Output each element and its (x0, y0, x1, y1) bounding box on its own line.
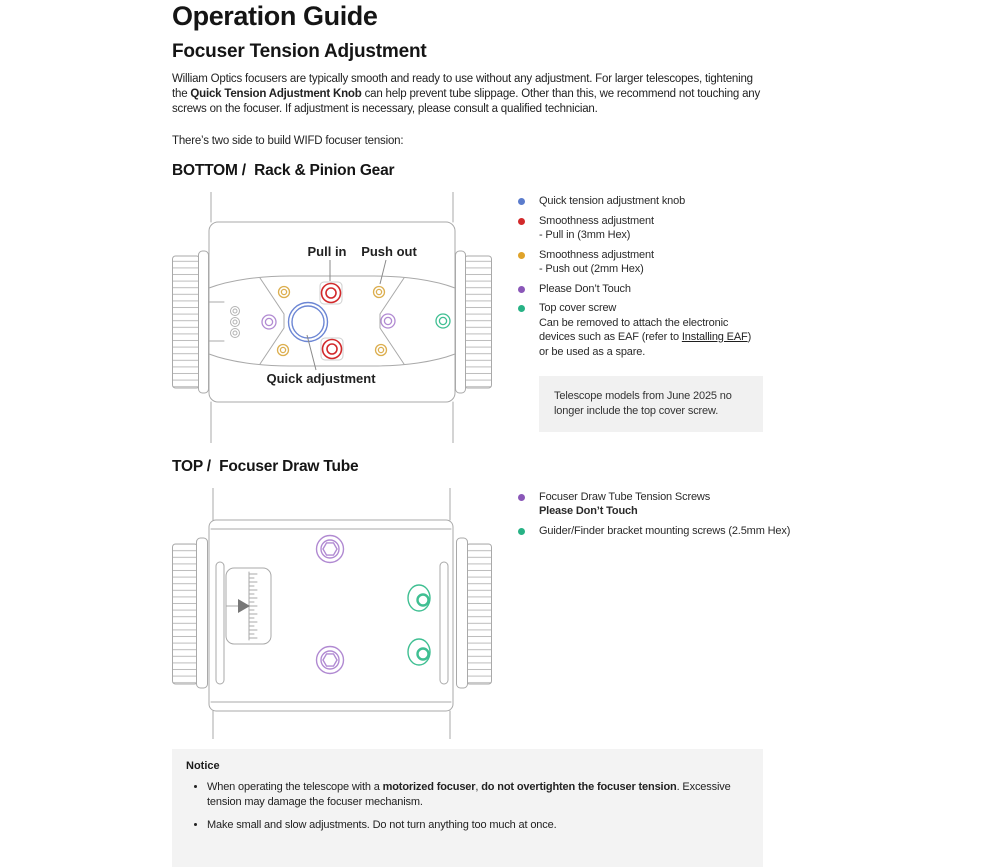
heading-focuser-tension-adjustment: Focuser Tension Adjustment (172, 41, 427, 63)
left-knob-flange (199, 251, 209, 393)
lead-sentence: There’s two side to build WIFD focuser tension: (172, 135, 404, 148)
gray-screws (231, 307, 240, 338)
legend-text: Please Don’t Touch (539, 282, 631, 295)
green-dot-icon (518, 528, 525, 535)
overtighten-warning: do not overtighten the focuser tension (481, 780, 677, 793)
legend-text: Guider/Finder bracket mounting screws (2.5mm Hex) (539, 524, 791, 537)
june-2025-note-card (539, 376, 763, 432)
top-view-diagram (172, 488, 492, 739)
legend-text (539, 214, 654, 243)
legend-text (539, 490, 710, 519)
label-pull-in: Pull in (307, 244, 347, 260)
legend-text: Quick tension adjustment knob (539, 195, 686, 208)
label-quick-adjustment: Quick adjustment (266, 371, 376, 387)
operation-guide-page (172, 0, 791, 867)
note-text: Telescope models from June 2025 no longer include the top cover screw. (554, 390, 732, 418)
legend-item-dont-touch (518, 282, 763, 297)
green-dot-icon (518, 305, 525, 312)
page-title: Operation Guide (172, 1, 378, 31)
left-focus-knob (173, 256, 200, 388)
top-legend (518, 488, 791, 544)
legend-text (539, 248, 654, 277)
installing-eaf-link[interactable]: Installing EAF (681, 331, 748, 344)
purple-dot-icon (518, 494, 525, 501)
notice-list (186, 780, 749, 833)
heading-bottom-rack-pinion: BOTTOM / Rack & Pinion Gear (172, 162, 395, 180)
yellow-dot-icon (518, 252, 525, 259)
label-push-out: Push out (361, 244, 417, 260)
legend-line-2: - Pull in (3mm Hex) (539, 229, 631, 242)
right-knob-flange (457, 538, 468, 688)
purple-dot-icon (518, 286, 525, 293)
legend-item-top-cover-screw (518, 301, 763, 359)
right-focus-knob (465, 256, 492, 388)
intro-paragraph (172, 72, 763, 117)
legend-item-smoothness-pull-in (518, 214, 763, 243)
motorized-focuser-term: motorized focuser (382, 780, 476, 793)
bottom-section-row (172, 192, 763, 443)
right-focus-knob (467, 544, 492, 684)
legend-item-guider-bracket-screws (518, 524, 791, 539)
left-knob-flange (197, 538, 208, 688)
notice-text-3: . Excessive tension may damage the focuser mechanism. (207, 780, 731, 808)
legend-line-1: Smoothness adjustment (539, 214, 654, 227)
legend-text (539, 301, 763, 359)
notice-item-small-adjustments: • Make small and slow adjustments. Do not turn anything too much at once. (207, 818, 749, 833)
intro-text-1: William Optics focusers are typically smooth and ready to use without any adjustment. For larger telescopes, tightening the (172, 73, 753, 101)
notice-text-1: When operating the telescope with a (207, 780, 383, 793)
quick-tension-knob-term: Quick Tension Adjustment Knob (190, 88, 362, 101)
top-section-row (172, 488, 791, 739)
notice-box (172, 749, 763, 867)
legend-item-draw-tube-tension (518, 490, 766, 519)
legend-line-1: Smoothness adjustment (539, 248, 654, 261)
legend-item-smoothness-push-out (518, 248, 763, 277)
legend-item-quick-tension (518, 194, 763, 209)
right-knob-flange (456, 251, 466, 393)
bottom-legend (518, 192, 763, 432)
tube-and-body-outline (173, 488, 492, 739)
intro-text-2: can help prevent tube slippage. Other than this, we recommend not touching any screws on the focuser. If adjustment is necessary, please consult a qualified technician. (172, 88, 761, 116)
notice-title: Notice (186, 759, 220, 772)
legend-line-1: Top cover screw (539, 302, 617, 315)
heading-top-focuser-draw-tube: TOP / Focuser Draw Tube (172, 458, 359, 476)
focus-scale-ruler (226, 568, 271, 644)
left-focus-knob (173, 544, 198, 684)
blue-dot-icon (518, 198, 525, 205)
red-dot-icon (518, 218, 525, 225)
notice-text-2: , (475, 780, 482, 793)
legend-line-1: Focuser Draw Tube Tension Screws (539, 490, 711, 503)
top-cover-desc-1: Can be removed to attach the electronic devices such as EAF (refer to (539, 316, 729, 344)
top-cover-screw-marker (436, 314, 450, 328)
notice-item-motorized-focuser (207, 780, 749, 810)
bottom-view-diagram (172, 192, 492, 443)
top-cover-desc-2: ) or be used as a spare. (539, 331, 752, 358)
legend-line-2: - Push out (2mm Hex) (539, 263, 644, 276)
dont-touch-warning: Please Don’t Touch (539, 505, 638, 518)
